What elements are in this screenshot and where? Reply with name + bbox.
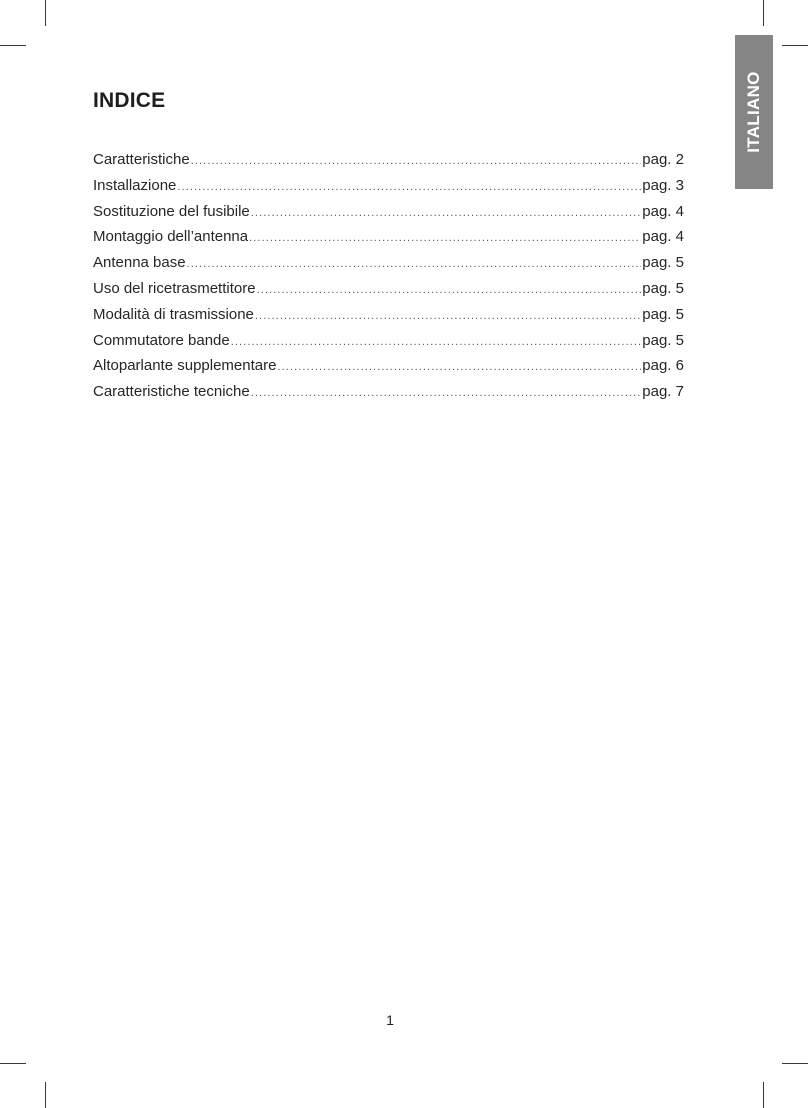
toc-entry-page: pag. 7 [642,383,684,401]
toc-entry-page: pag. 5 [642,305,684,323]
toc-leader-dots [251,387,642,399]
toc-leader-dots [231,336,642,348]
toc-entry-page: pag. 5 [642,279,684,297]
crop-mark-bottom-left-horizontal [0,1063,26,1064]
toc-entry-label: Caratteristiche [93,151,190,168]
crop-mark-top-right-vertical [763,0,764,26]
table-of-contents [93,151,684,409]
toc-entry [93,306,684,332]
toc-entry-page: pag. 3 [642,176,684,194]
toc-leader-dots [257,284,642,296]
toc-entry-label: Montaggio dell’antenna [93,228,249,246]
crop-mark-top-right-horizontal [782,45,808,46]
crop-mark-bottom-right-horizontal [782,1063,808,1064]
toc-entry [93,254,684,280]
toc-entry-label: Antenna base [93,254,186,272]
toc-leader-dots [191,155,642,167]
toc-entry-page: pag. 5 [642,331,684,349]
toc-entry-label: Caratteristiche tecniche [93,383,250,401]
toc-leader-dots [177,181,641,193]
toc-entry [93,151,684,177]
toc-leader-dots [249,232,641,244]
toc-entry [93,332,684,358]
crop-mark-top-left-vertical [45,0,46,26]
toc-entry [93,357,684,383]
toc-leader-dots [187,258,642,270]
toc-leader-dots [251,207,642,219]
toc-entry [93,280,684,306]
toc-entry-page: pag. 2 [642,151,684,168]
toc-entry [93,383,684,409]
toc-entry-page: pag. 4 [642,202,684,220]
toc-entry-label: Commutatore bande [93,331,230,349]
toc-entry-label: Modalità di trasmissione [93,305,254,323]
toc-entry-page: pag. 4 [642,228,684,246]
language-side-tab [735,35,773,189]
toc-entry-page: pag. 5 [642,254,684,272]
toc-entry-label: Uso del ricetrasmettitore [93,279,256,297]
toc-entry [93,203,684,229]
toc-entry-label: Sostituzione del fusibile [93,202,250,220]
toc-leader-dots [277,361,641,373]
page-title: INDICE [93,89,166,112]
toc-entry-label: Installazione [93,176,177,194]
crop-mark-top-left-horizontal [0,45,26,46]
toc-entry [93,228,684,254]
toc-entry [93,177,684,203]
page-number: 1 [386,1012,394,1028]
toc-leader-dots [255,310,641,322]
crop-mark-bottom-left-vertical [45,1082,46,1108]
crop-mark-bottom-right-vertical [763,1082,764,1108]
toc-entry-label: Altoparlante supplementare [93,357,277,375]
toc-entry-page: pag. 6 [642,357,684,375]
language-tab-label: ITALIANO [744,71,763,153]
